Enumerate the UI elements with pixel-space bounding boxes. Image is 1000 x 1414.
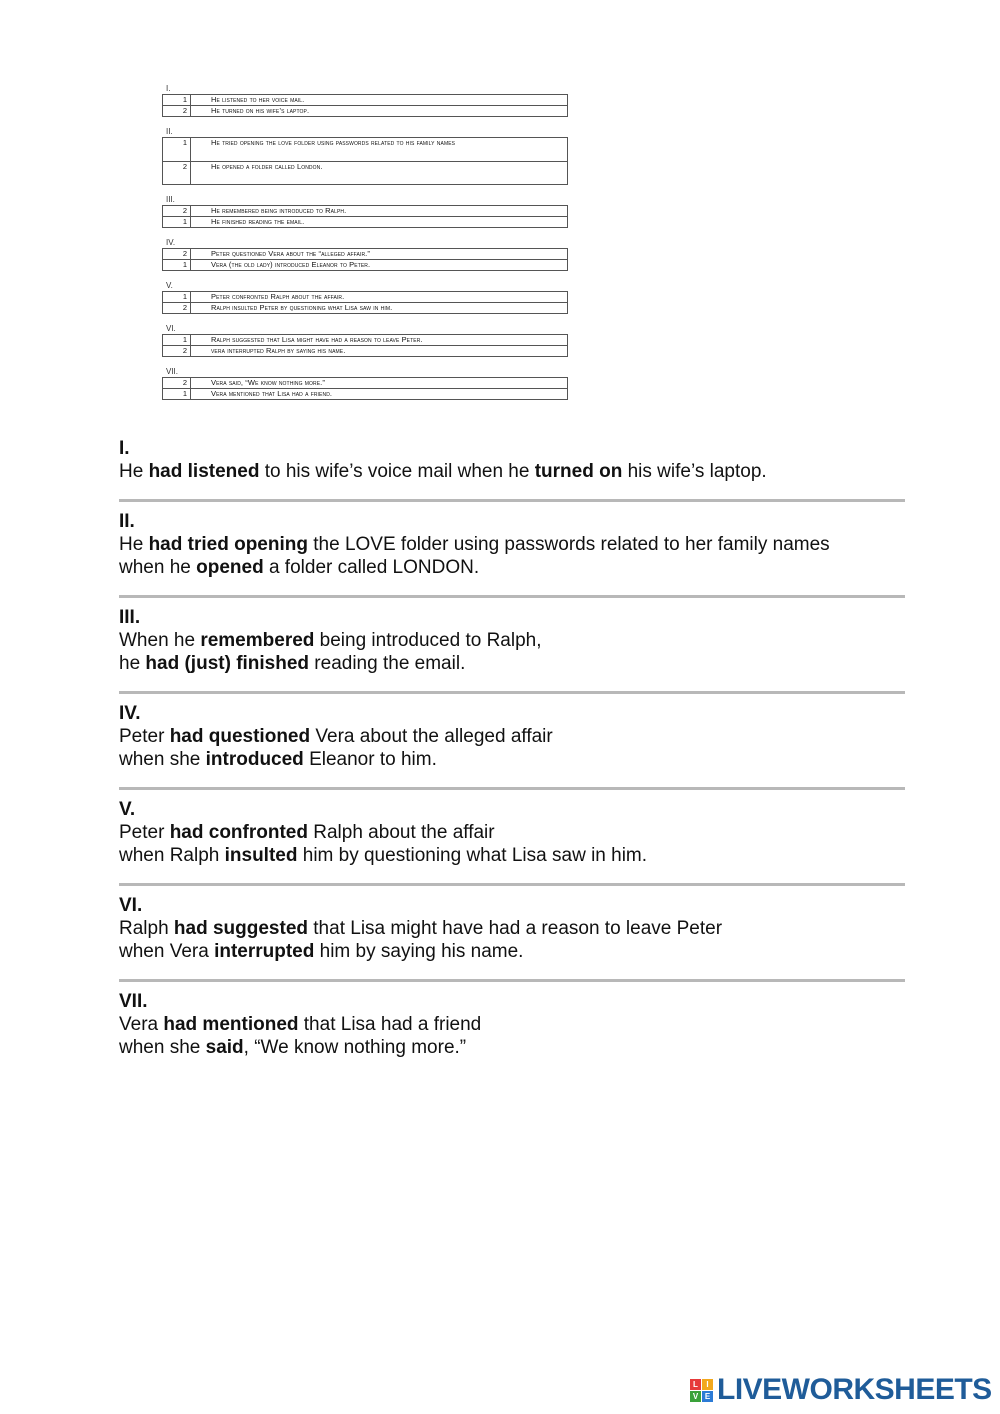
answer-heading: VI. xyxy=(119,895,143,916)
key-row-text: He listened to her voice mail. xyxy=(211,95,305,104)
key-group xyxy=(162,127,568,185)
key-table xyxy=(162,94,568,117)
answer-line xyxy=(119,652,905,675)
key-row-text: He opened a folder called London. xyxy=(211,162,323,171)
key-row-number: 1 xyxy=(163,335,191,345)
key-table xyxy=(162,248,568,271)
answer-verb-bold: had confronted xyxy=(169,822,308,843)
key-group xyxy=(162,324,568,357)
answer-verb-bold: said xyxy=(205,1037,244,1058)
answer-line xyxy=(119,1013,905,1036)
answer-text: Peter xyxy=(119,822,170,843)
answer-line xyxy=(119,1036,905,1059)
section-divider xyxy=(119,595,905,598)
answer-sections xyxy=(119,438,905,1059)
key-row-number: 1 xyxy=(163,95,191,105)
key-row-text: Peter confronted Ralph about the affair. xyxy=(211,292,345,301)
key-row xyxy=(163,378,567,388)
answer-text: when Ralph xyxy=(119,845,225,866)
answer-section xyxy=(119,511,905,579)
answer-text: He xyxy=(119,534,149,555)
key-table xyxy=(162,205,568,228)
key-group xyxy=(162,367,568,400)
key-row-number: 2 xyxy=(163,162,191,184)
key-table xyxy=(162,291,568,314)
answer-text: When he xyxy=(119,630,201,651)
key-row-text: Vera mentioned that Lisa had a friend. xyxy=(211,389,333,398)
key-row-text: He finished reading the email. xyxy=(211,217,305,226)
answer-heading: V. xyxy=(119,799,136,820)
key-row-number: 2 xyxy=(163,303,191,313)
answer-text: Peter xyxy=(119,726,170,747)
answer-text: being introduced to Ralph, xyxy=(314,630,542,651)
key-table xyxy=(162,377,568,400)
logo-mark-icon xyxy=(690,1379,713,1402)
key-row-text: Peter questioned Vera about the “alleged affair.” xyxy=(211,249,370,258)
answer-verb-bold: interrupted xyxy=(214,941,315,962)
answer-text: when she xyxy=(119,1037,206,1058)
answer-verb-bold: opened xyxy=(196,557,264,578)
key-row-text: He remembered being introduced to Ralph. xyxy=(211,206,347,215)
answer-text: him by questioning what Lisa saw in him. xyxy=(297,845,648,866)
key-table xyxy=(162,334,568,357)
key-row-number: 2 xyxy=(163,249,191,259)
answer-section xyxy=(119,703,905,771)
answer-section xyxy=(119,607,905,675)
answer-line xyxy=(119,725,905,748)
answer-text: , “We know nothing more.” xyxy=(243,1037,467,1058)
key-row xyxy=(163,206,567,216)
key-row-number: 1 xyxy=(163,138,191,161)
answer-line xyxy=(119,556,905,579)
key-row-text: He tried opening the love folder using passwords related to his family names xyxy=(211,138,456,147)
answer-verb-bold: had listened xyxy=(148,461,260,482)
key-row xyxy=(163,388,567,399)
key-row-text: He turned on his wife’s laptop. xyxy=(211,106,310,115)
key-row-text: vera interrupted Ralph by saying his name. xyxy=(211,346,346,355)
key-row-number: 2 xyxy=(163,378,191,388)
key-row xyxy=(163,345,567,356)
answer-heading: IV. xyxy=(119,703,141,724)
answer-heading: I. xyxy=(119,438,130,459)
key-group-label: IV. xyxy=(166,238,176,247)
section-divider xyxy=(119,499,905,502)
answer-line xyxy=(119,844,905,867)
answer-text: he xyxy=(119,653,146,674)
answer-text: that Lisa might have had a reason to leave Peter xyxy=(308,918,723,939)
answer-text: when Vera xyxy=(119,941,215,962)
key-row-number: 1 xyxy=(163,217,191,227)
answer-verb-bold: introduced xyxy=(205,749,304,770)
key-group-label: VI. xyxy=(166,324,176,333)
key-row xyxy=(163,95,567,105)
key-row-text: Ralph insulted Peter by questioning what Lisa saw in him. xyxy=(211,303,393,312)
key-row xyxy=(163,216,567,227)
answer-verb-bold: turned on xyxy=(534,461,623,482)
key-group-label: II. xyxy=(166,127,173,136)
key-group xyxy=(162,281,568,314)
answer-text: Vera about the alleged affair xyxy=(310,726,553,747)
answer-verb-bold: had (just) finished xyxy=(145,653,310,674)
answer-text: his wife’s laptop. xyxy=(622,461,767,482)
key-row xyxy=(163,292,567,302)
answer-line xyxy=(119,940,905,963)
key-row-text: Vera (the old lady) introduced Eleanor to Peter. xyxy=(211,260,371,269)
answer-heading: II. xyxy=(119,511,135,532)
liveworksheets-logo xyxy=(690,1373,992,1407)
answer-verb-bold: remembered xyxy=(200,630,315,651)
key-row-text: Vera said, “We know nothing more.” xyxy=(211,378,325,387)
answer-verb-bold: had tried opening xyxy=(148,534,308,555)
answer-text: to his wife’s voice mail when he xyxy=(259,461,535,482)
answer-text: He xyxy=(119,461,149,482)
key-group-label: I. xyxy=(166,84,171,93)
logo-mark-tile: I xyxy=(702,1379,713,1390)
answer-text: him by saying his name. xyxy=(314,941,524,962)
answer-text: Ralph about the affair xyxy=(307,822,495,843)
key-group xyxy=(162,195,568,228)
key-row xyxy=(163,138,567,161)
answer-section xyxy=(119,991,905,1059)
answer-section xyxy=(119,438,905,483)
answer-text: Eleanor to him. xyxy=(303,749,437,770)
answer-line xyxy=(119,748,905,771)
answer-text: that Lisa had a friend xyxy=(298,1014,482,1035)
logo-mark-tile: L xyxy=(690,1379,701,1390)
answer-line xyxy=(119,629,905,652)
answer-verb-bold: had suggested xyxy=(173,918,308,939)
answer-verb-bold: had mentioned xyxy=(163,1014,299,1035)
answer-text: when she xyxy=(119,749,206,770)
key-group-label: VII. xyxy=(166,367,179,376)
answer-key-tables xyxy=(162,84,568,410)
answer-text: when he xyxy=(119,557,197,578)
key-row xyxy=(163,259,567,270)
key-row-number: 2 xyxy=(163,106,191,116)
answer-heading: VII. xyxy=(119,991,148,1012)
answer-text: the LOVE folder using passwords related to her family names xyxy=(307,534,830,555)
answer-text: Vera xyxy=(119,1014,164,1035)
key-row-number: 1 xyxy=(163,389,191,399)
section-divider xyxy=(119,979,905,982)
logo-text: LIVEWORKSHEETS xyxy=(717,1373,992,1406)
answer-text: reading the email. xyxy=(309,653,466,674)
key-row xyxy=(163,335,567,345)
answer-line xyxy=(119,533,905,556)
key-row-number: 2 xyxy=(163,206,191,216)
answer-section xyxy=(119,895,905,963)
key-row xyxy=(163,249,567,259)
key-group xyxy=(162,238,568,271)
key-row xyxy=(163,302,567,313)
answer-text: Ralph xyxy=(119,918,174,939)
key-group-label: III. xyxy=(166,195,175,204)
answer-line xyxy=(119,821,905,844)
answer-heading: III. xyxy=(119,607,141,628)
key-group xyxy=(162,84,568,117)
section-divider xyxy=(119,691,905,694)
logo-mark-tile: V xyxy=(690,1391,701,1402)
key-row xyxy=(163,105,567,116)
key-row-number: 1 xyxy=(163,292,191,302)
section-divider xyxy=(119,883,905,886)
answer-section xyxy=(119,799,905,867)
answer-line xyxy=(119,460,905,483)
logo-mark-tile: E xyxy=(702,1391,713,1402)
key-row-number: 1 xyxy=(163,260,191,270)
key-row-number: 2 xyxy=(163,346,191,356)
key-table xyxy=(162,137,568,185)
key-group-label: V. xyxy=(166,281,173,290)
answer-verb-bold: had questioned xyxy=(169,726,311,747)
answer-line xyxy=(119,917,905,940)
key-row-text: Ralph suggested that Lisa might have had a reason to leave Peter. xyxy=(211,335,423,344)
section-divider xyxy=(119,787,905,790)
key-row xyxy=(163,161,567,184)
answer-verb-bold: insulted xyxy=(224,845,298,866)
answer-text: a folder called LONDON. xyxy=(263,557,480,578)
